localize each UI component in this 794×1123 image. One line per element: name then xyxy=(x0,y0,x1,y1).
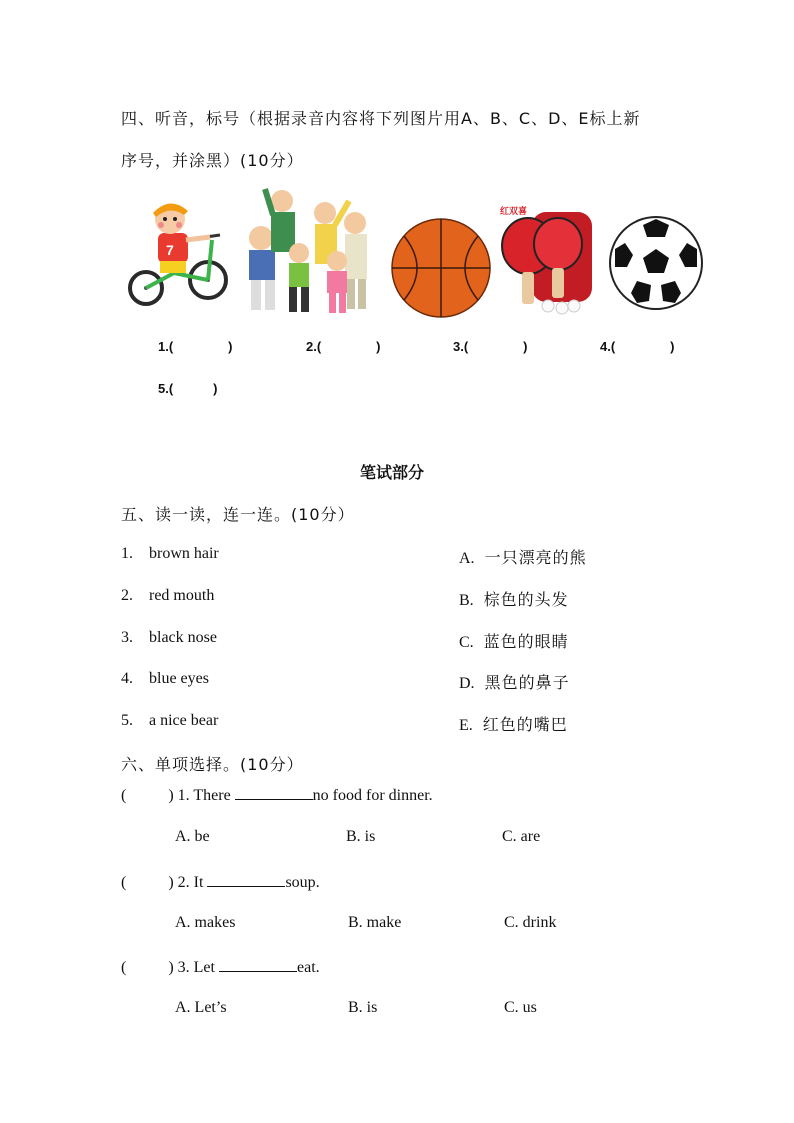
question-3: ( ) 3. Let eat. xyxy=(121,959,320,976)
q3-option-a[interactable]: A. Let’s xyxy=(175,999,227,1016)
q3-option-b[interactable]: B. is xyxy=(348,999,378,1016)
q2-option-c[interactable]: C. drink xyxy=(504,914,557,931)
match-right-B[interactable]: B. 棕色的头发 xyxy=(459,590,569,609)
question-1: ( ) 1. There no food for dinner. xyxy=(121,787,433,804)
answer-blank-4[interactable]: 4.( ) xyxy=(600,339,675,354)
match-right-A[interactable]: A. 一只漂亮的熊 xyxy=(459,548,587,567)
basketball-image xyxy=(390,218,493,319)
match-right-C[interactable]: C. 蓝色的眼睛 xyxy=(459,632,569,651)
soccer-ball-image xyxy=(607,215,705,311)
boy-on-bike-image xyxy=(126,195,230,310)
q1-option-c[interactable]: C. are xyxy=(502,828,541,845)
q1-option-b[interactable]: B. is xyxy=(346,828,376,845)
match-right-E[interactable]: E. 红色的嘴巴 xyxy=(459,715,568,734)
family-exercising-image xyxy=(237,183,385,318)
answer-blank-2[interactable]: 2.( ) xyxy=(306,339,381,354)
section5-title: 五、读一读，连一连。(10分） xyxy=(121,505,355,524)
question-2-blank[interactable] xyxy=(207,872,285,887)
answer-blank-1[interactable]: 1.( ) xyxy=(158,339,233,354)
q2-option-a[interactable]: A. makes xyxy=(175,914,236,931)
match-left-5[interactable]: 5. a nice bear xyxy=(121,712,219,729)
match-right-D[interactable]: D. 黑色的鼻子 xyxy=(459,673,570,692)
match-left-1[interactable]: 1. brown hair xyxy=(121,545,219,562)
match-left-4[interactable]: 4. blue eyes xyxy=(121,670,209,687)
ping-pong-set-image xyxy=(498,200,594,320)
section4-title-line2: 序号，并涂黑）(10分） xyxy=(121,151,304,170)
match-left-2[interactable]: 2. red mouth xyxy=(121,587,215,604)
q1-option-a[interactable]: A. be xyxy=(175,828,210,845)
answer-blank-5[interactable]: 5.( ) xyxy=(158,381,218,396)
section6-title: 六、单项选择。(10分） xyxy=(121,755,304,774)
section4-title-line1: 四、听音，标号（根据录音内容将下列图片用A、B、C、D、E标上新 xyxy=(121,109,641,128)
ping-pong-logo: 红双喜 xyxy=(500,207,528,217)
written-section-heading: 笔试部分 xyxy=(360,463,425,482)
question-1-blank[interactable] xyxy=(235,785,313,800)
jersey-number: 7 xyxy=(166,242,174,258)
q2-option-b[interactable]: B. make xyxy=(348,914,402,931)
question-2: ( ) 2. It soup. xyxy=(121,874,320,891)
question-3-blank[interactable] xyxy=(219,957,297,972)
match-left-3[interactable]: 3. black nose xyxy=(121,629,217,646)
answer-blank-3[interactable]: 3.( ) xyxy=(453,339,528,354)
q3-option-c[interactable]: C. us xyxy=(504,999,537,1016)
